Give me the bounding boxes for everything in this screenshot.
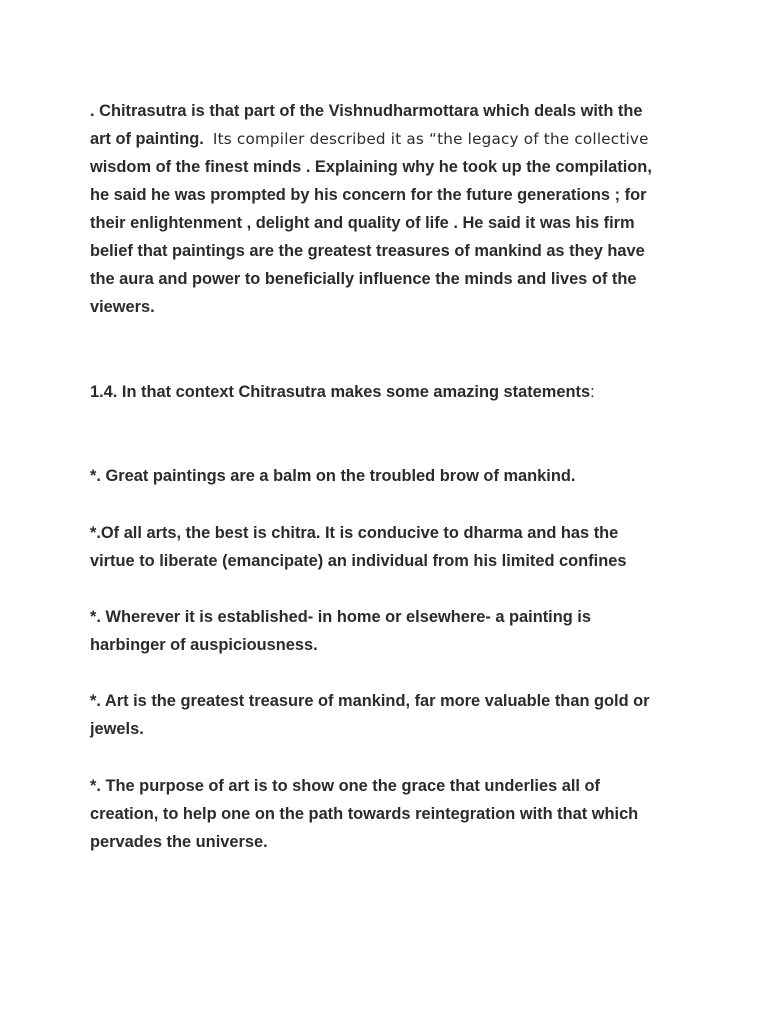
- intro-line: viewers.: [90, 298, 155, 316]
- statement-line: *. Great paintings are a balm on the troubled brow of mankind.: [90, 467, 576, 485]
- statement-item: [90, 603, 690, 659]
- intro-line: the aura and power to beneficially influence the minds and lives of the: [90, 270, 637, 288]
- statement-line: pervades the universe.: [90, 833, 268, 851]
- intro-line: wisdom of the finest minds . Explaining why he took up the compilation,: [90, 158, 652, 176]
- section-heading: [90, 378, 690, 406]
- intro-line: . Chitrasutra is that part of the Vishnudharmottara which deals with the: [90, 102, 643, 120]
- intro-line-segment-quote: Its compiler described it as “the legacy of the collective: [212, 130, 649, 148]
- intro-line-segment: art of painting.: [90, 130, 213, 148]
- intro-line: their enlightenment , delight and quality of life . He said it was his firm: [90, 214, 635, 232]
- statement-line: jewels.: [90, 720, 144, 738]
- statement-line: virtue to liberate (emancipate) an individual from his limited confines: [90, 552, 627, 570]
- section-heading-text: 1.4. In that context Chitrasutra makes some amazing statements: [90, 383, 591, 401]
- statement-item: [90, 519, 690, 575]
- statement-line: creation, to help one on the path towards reintegration with that which: [90, 805, 639, 823]
- statement-line: *. Art is the greatest treasure of mankind, far more valuable than gold or: [90, 692, 650, 710]
- statement-item: [90, 772, 690, 856]
- intro-line: he said he was prompted by his concern for the future generations ; for: [90, 186, 647, 204]
- statement-line: harbinger of auspiciousness.: [90, 636, 318, 654]
- intro-line: belief that paintings are the greatest treasures of mankind as they have: [90, 242, 645, 260]
- statement-item: [90, 687, 690, 743]
- intro-paragraph: [90, 97, 690, 321]
- section-heading-line: [90, 378, 690, 406]
- statement-item: [90, 462, 690, 490]
- statement-line: *. The purpose of art is to show one the grace that underlies all of: [90, 777, 601, 795]
- section-heading-colon: :: [590, 383, 595, 401]
- statement-line: *.Of all arts, the best is chitra. It is conducive to dharma and has the: [90, 524, 619, 542]
- statement-line: *. Wherever it is established- in home or elsewhere- a painting is: [90, 608, 591, 626]
- intro-line: [90, 125, 690, 153]
